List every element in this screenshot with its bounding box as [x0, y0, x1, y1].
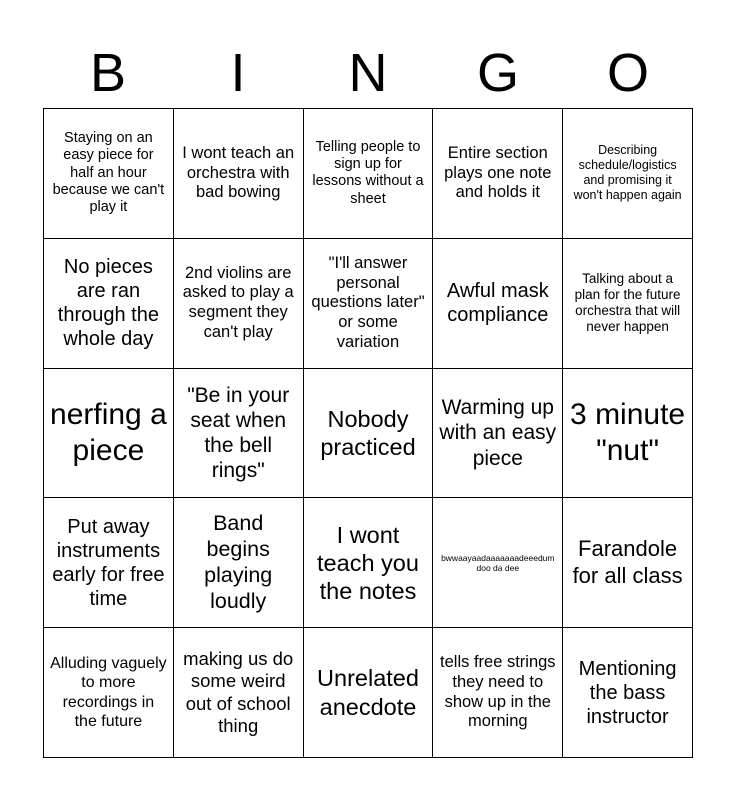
bingo-cell-text: Band begins playing loudly: [204, 511, 273, 613]
bingo-cell-r4c3[interactable]: [304, 498, 434, 628]
bingo-cell-text: tells free strings they need to show up in the morning: [440, 653, 556, 731]
bingo-cell-r3c4[interactable]: [433, 369, 563, 499]
header-letter-o: O: [606, 43, 649, 103]
bingo-cell-text: making us do some weird out of school thing: [183, 648, 294, 736]
bingo-cell-r1c1[interactable]: [44, 109, 174, 239]
bingo-cell-text: bwwaayaadaaaaaaadeeedum doo da dee: [441, 552, 555, 573]
bingo-cell-r2c2[interactable]: [174, 239, 304, 369]
bingo-cell-text: No pieces are ran through the whole day: [57, 256, 159, 351]
bingo-cell-r1c5[interactable]: [563, 109, 693, 239]
bingo-cell-text: Staying on an easy piece for half an hour because we can't play it: [52, 129, 165, 216]
bingo-cell-r4c4[interactable]: [433, 498, 563, 628]
bingo-cell-r1c4[interactable]: [433, 109, 563, 239]
bingo-cell-text: 2nd violins are asked to play a segment they can't play: [182, 263, 294, 341]
bingo-board: [43, 108, 693, 758]
bingo-cell-r3c3[interactable]: [304, 369, 434, 499]
bingo-cell-text: Telling people to sign up for lessons without a sheet: [312, 138, 424, 207]
bingo-cell-r3c2[interactable]: [174, 369, 304, 499]
bingo-cell-text: nerfing a piece: [50, 397, 167, 467]
header-letter-i: I: [230, 43, 246, 103]
bingo-cell-r1c3[interactable]: [304, 109, 434, 239]
bingo-header: [43, 38, 693, 108]
bingo-cell-text: Warming up with an easy piece: [439, 396, 557, 470]
bingo-cell-text: I wont teach an orchestra with bad bowing: [182, 143, 295, 202]
bingo-cell-text: "Be in your seat when the bell rings": [187, 383, 290, 483]
bingo-cell-text: Mentioning the bass instructor: [578, 657, 677, 728]
bingo-cell-r2c1[interactable]: [44, 239, 174, 369]
bingo-cell-text: Put away instruments early for free time: [52, 515, 165, 610]
bingo-cell-text: "I'll answer personal questions later" or some variation: [311, 253, 425, 351]
bingo-cell-r1c2[interactable]: [174, 109, 304, 239]
bingo-cell-r2c3[interactable]: [304, 239, 434, 369]
bingo-cell-text: Farandole for all class: [572, 536, 683, 588]
bingo-cell-r5c1[interactable]: [44, 628, 174, 758]
bingo-cell-text: Talking about a plan for the future orchestra that will never happen: [574, 270, 681, 335]
bingo-cell-text: Unrelated anecdote: [317, 665, 419, 720]
bingo-cell-text: Nobody practiced: [320, 405, 416, 460]
bingo-cell-r4c5[interactable]: [563, 498, 693, 628]
bingo-cell-r5c3[interactable]: [304, 628, 434, 758]
bingo-cell-r3c1[interactable]: [44, 369, 174, 499]
bingo-cell-text: Entire section plays one note and holds it: [444, 143, 552, 202]
header-letter-g: G: [476, 43, 519, 103]
bingo-cell-r4c1[interactable]: [44, 498, 174, 628]
bingo-cell-r4c2[interactable]: [174, 498, 304, 628]
bingo-cell-r3c5[interactable]: [563, 369, 693, 499]
bingo-cell-text: I wont teach you the notes: [317, 521, 419, 604]
bingo-cell-r2c4[interactable]: [433, 239, 563, 369]
bingo-cell-r2c5[interactable]: [563, 239, 693, 369]
header-letter-b: B: [89, 43, 127, 103]
bingo-cell-r5c4[interactable]: [433, 628, 563, 758]
bingo-cell-text: Describing schedule/logistics and promising it won't happen again: [573, 143, 682, 203]
bingo-cell-text: Alluding vaguely to more recordings in the future: [50, 655, 167, 730]
bingo-cell-r5c2[interactable]: [174, 628, 304, 758]
bingo-cell-text: 3 minute "nut": [570, 397, 686, 467]
header-letter-n: N: [348, 43, 388, 103]
bingo-cell-text: Awful mask compliance: [446, 280, 549, 327]
bingo-cell-r5c5[interactable]: [563, 628, 693, 758]
